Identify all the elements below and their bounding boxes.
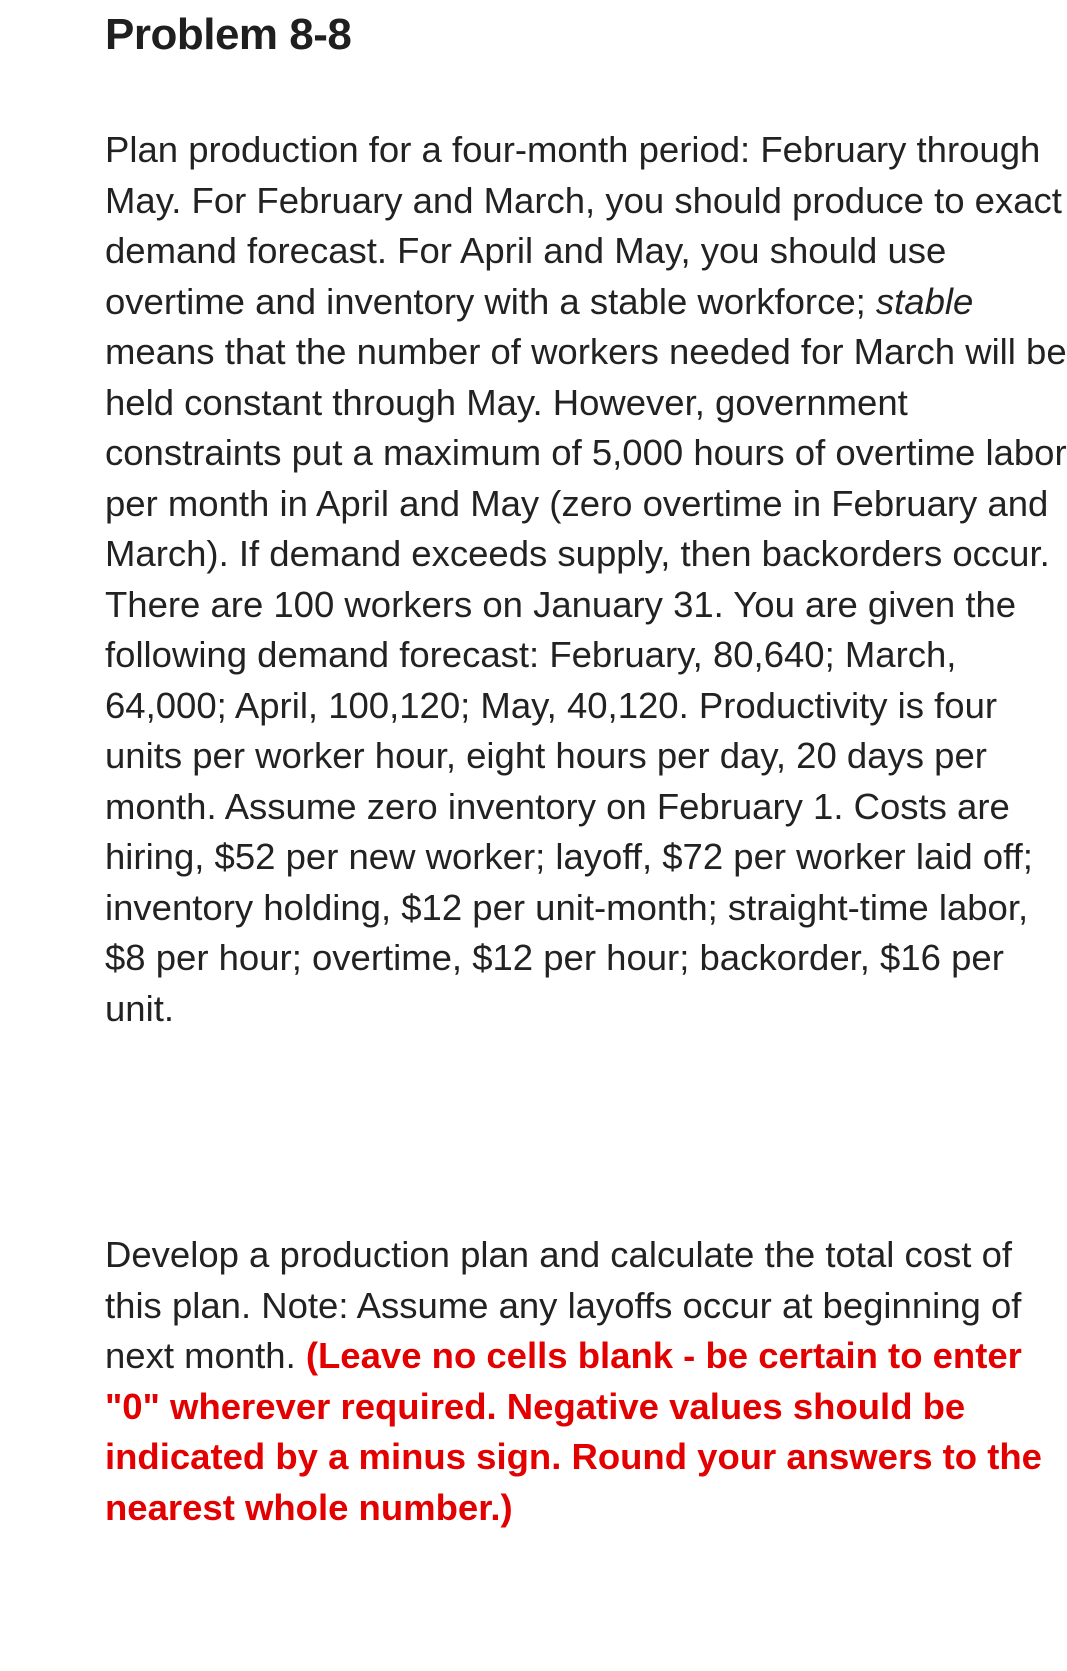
task-instructions (105, 1230, 1067, 1533)
description-text-part2: means that the number of workers needed for March will be held constant through May. However, government constraints put a maximum of 5,000 hours of overtime labor per month in April and May (zero overtime in February and March). If demand exceeds supply, then backorders occur. There are 100 workers on January 31. You are given the following demand forecast: February, 80,640; March, 64,000; April, 100,120; May, 40,120. Productivity is four units per worker hour, eight hours per day, 20 days per month. Assume zero inventory on February 1. Costs are hiring, $52 per new worker; layoff, $72 per worker laid off; inventory holding, $12 per unit-month; straight-time labor, $8 per hour; overtime, $12 per hour; backorder, $16 per unit. (105, 331, 1067, 1029)
entry-instruction-warning: (Leave no cells blank - be certain to enter "0" wherever required. Negative values should be indicated by a minus sign. Round your answers to the nearest whole number.) (105, 1335, 1042, 1528)
description-italic-term: stable (875, 280, 974, 322)
task-text: Develop a production plan and calculate the total cost of this plan. Note: Assume any layoffs occur at beginning of next month. (105, 1234, 1022, 1376)
problem-description (105, 125, 1067, 1034)
description-text-part1: Plan production for a four-month period: February through May. For February and March, you should produce to exact demand forecast. For April and May, you should use overtime and inventory with a stable workforce; (105, 129, 1062, 322)
problem-title: Problem 8-8 (105, 10, 352, 59)
